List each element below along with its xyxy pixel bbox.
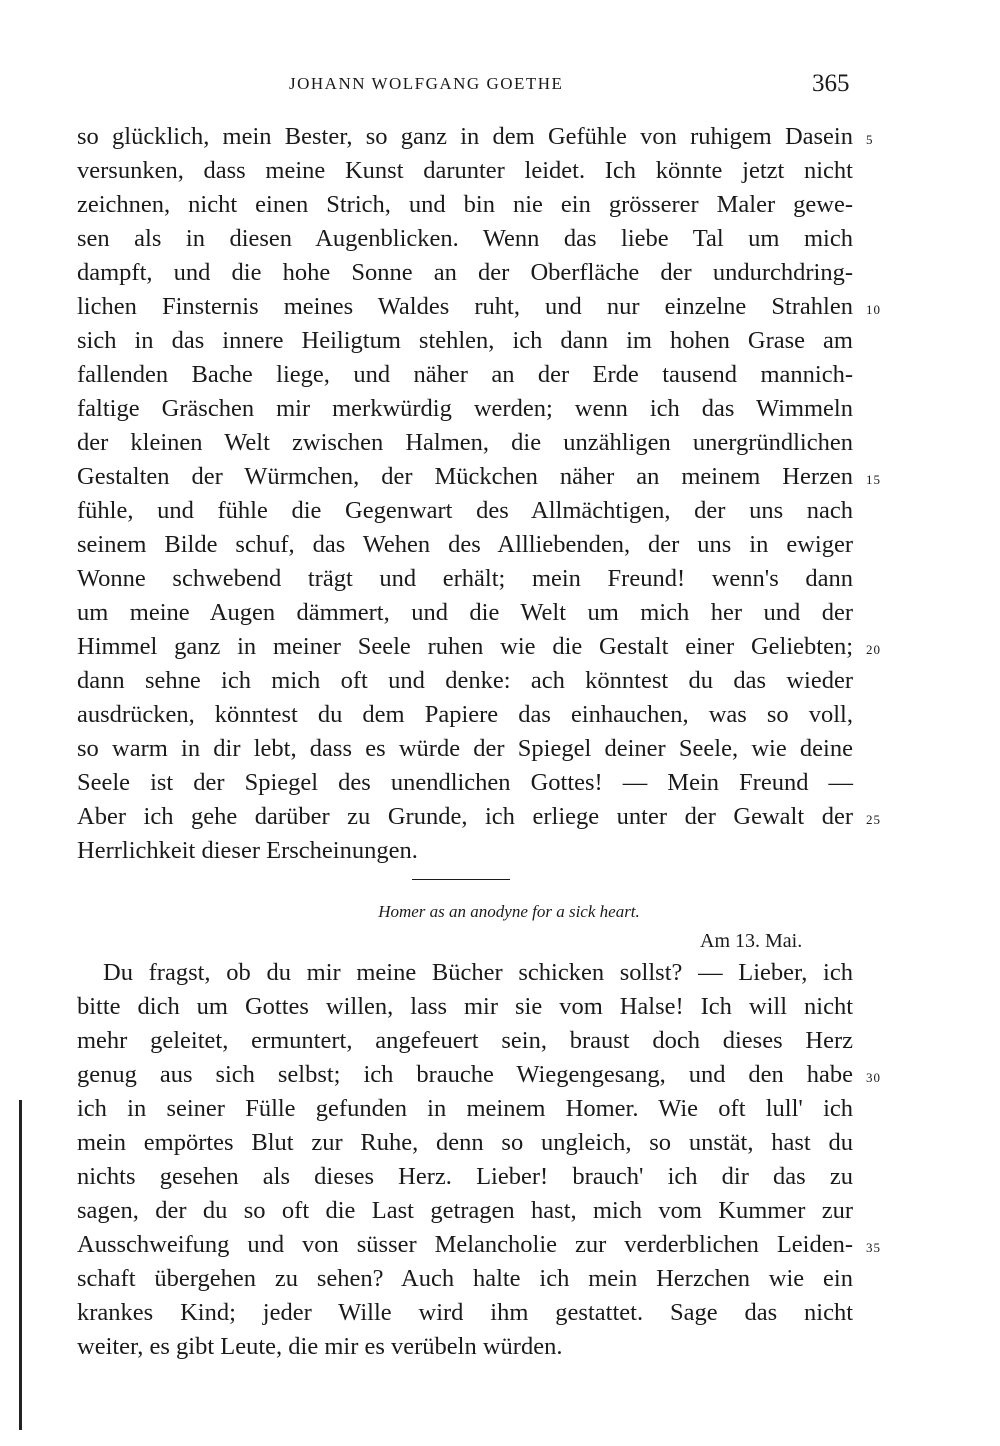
text-line: fallenden Bache liege, und näher an der Erde tausend mannich-: [77, 361, 853, 388]
text-line: seinem Bilde schuf, das Wehen des Allliebenden, der uns in ewiger: [77, 531, 853, 558]
text-line: sen als in diesen Augenblicken. Wenn das liebe Tal um mich: [77, 225, 853, 252]
text-line: weiter, es gibt Leute, die mir es verübeln würden.: [77, 1333, 563, 1360]
text-line: so warm in dir lebt, dass es würde der Spiegel deiner Seele, wie deine: [77, 735, 853, 762]
running-head: JOHANN WOLFGANG GOETHE: [289, 74, 564, 93]
text-line: dann sehne ich mich oft und denke: ach könntest du das wieder: [77, 667, 853, 694]
text-line: Aber ich gehe darüber zu Grunde, ich erliege unter der Gewalt der: [77, 803, 853, 830]
text-line: fühle, und fühle die Gegenwart des Allmächtigen, der uns nach: [77, 497, 853, 524]
line-number: 25: [866, 812, 881, 827]
text-line: der kleinen Welt zwischen Halmen, die unzähligen unergründlichen: [77, 429, 853, 456]
text-line: dampft, und die hohe Sonne an der Oberfläche der undurchdring-: [77, 259, 853, 286]
text-line: Ausschweifung und von süsser Melancholie zur verderblichen Leiden-: [77, 1231, 853, 1258]
section-divider: [412, 879, 510, 880]
text-line: Gestalten der Würmchen, der Mückchen näher an meinem Herzen: [77, 463, 853, 490]
line-number: 10: [866, 302, 881, 317]
text-line: faltige Gräschen mir merkwürdig werden; wenn ich das Wimmeln: [77, 395, 853, 422]
text-line: schaft übergehen zu sehen? Auch halte ich mein Herzchen wie ein: [77, 1265, 853, 1292]
margin-scan-bar: [19, 1100, 22, 1430]
text-line: mehr geleitet, ermuntert, angefeuert sein, braust doch dieses Herz: [77, 1027, 853, 1054]
text-line: so glücklich, mein Bester, so ganz in dem Gefühle von ruhigem Dasein: [77, 123, 853, 150]
text-line: um meine Augen dämmert, und die Welt um mich her und der: [77, 599, 853, 626]
text-line: Seele ist der Spiegel des unendlichen Gottes! — Mein Freund —: [77, 769, 853, 796]
text-line: ausdrücken, könntest du dem Papiere das einhauchen, was so voll,: [77, 701, 853, 728]
page-number: 365: [812, 70, 850, 97]
text-line: lichen Finsternis meines Waldes ruht, und nur einzelne Strahlen: [77, 293, 853, 320]
text-line: ich in seiner Fülle gefunden in meinem Homer. Wie oft lull' ich: [77, 1095, 853, 1122]
text-line: nichts gesehen als dieses Herz. Lieber! brauch' ich dir das zu: [77, 1163, 853, 1190]
text-line: bitte dich um Gottes willen, lass mir sie vom Halse! Ich will nicht: [77, 993, 853, 1020]
line-number: 35: [866, 1240, 881, 1255]
line-number: 30: [866, 1070, 881, 1085]
text-line: genug aus sich selbst; ich brauche Wiegengesang, und den habe: [77, 1061, 853, 1088]
text-line: Du fragst, ob du mir meine Bücher schicken sollst? — Lieber, ich: [103, 959, 853, 986]
text-line: Himmel ganz in meiner Seele ruhen wie die Gestalt einer Geliebten;: [77, 633, 853, 660]
line-number: 20: [866, 642, 881, 657]
text-line: sagen, der du so oft die Last getragen hast, mich vom Kummer zur: [77, 1197, 853, 1224]
text-line: zeichnen, nicht einen Strich, und bin nie ein grösserer Maler gewe-: [77, 191, 853, 218]
text-line: versunken, dass meine Kunst darunter leidet. Ich könnte jetzt nicht: [77, 157, 853, 184]
text-line: Wonne schwebend trägt und erhält; mein Freund! wenn's dann: [77, 565, 853, 592]
dateline: Am 13. Mai.: [700, 930, 803, 952]
line-number: 15: [866, 472, 881, 487]
text-line: krankes Kind; jeder Wille wird ihm gestattet. Sage das nicht: [77, 1299, 853, 1326]
line-number: 5: [866, 132, 874, 147]
section-subhead: Homer as an anodyne for a sick heart.: [378, 902, 640, 921]
text-line: mein empörtes Blut zur Ruhe, denn so ungleich, so unstät, hast du: [77, 1129, 853, 1156]
text-line: Herrlichkeit dieser Erscheinungen.: [77, 837, 418, 864]
text-line: sich in das innere Heiligtum stehlen, ich dann im hohen Grase am: [77, 327, 853, 354]
